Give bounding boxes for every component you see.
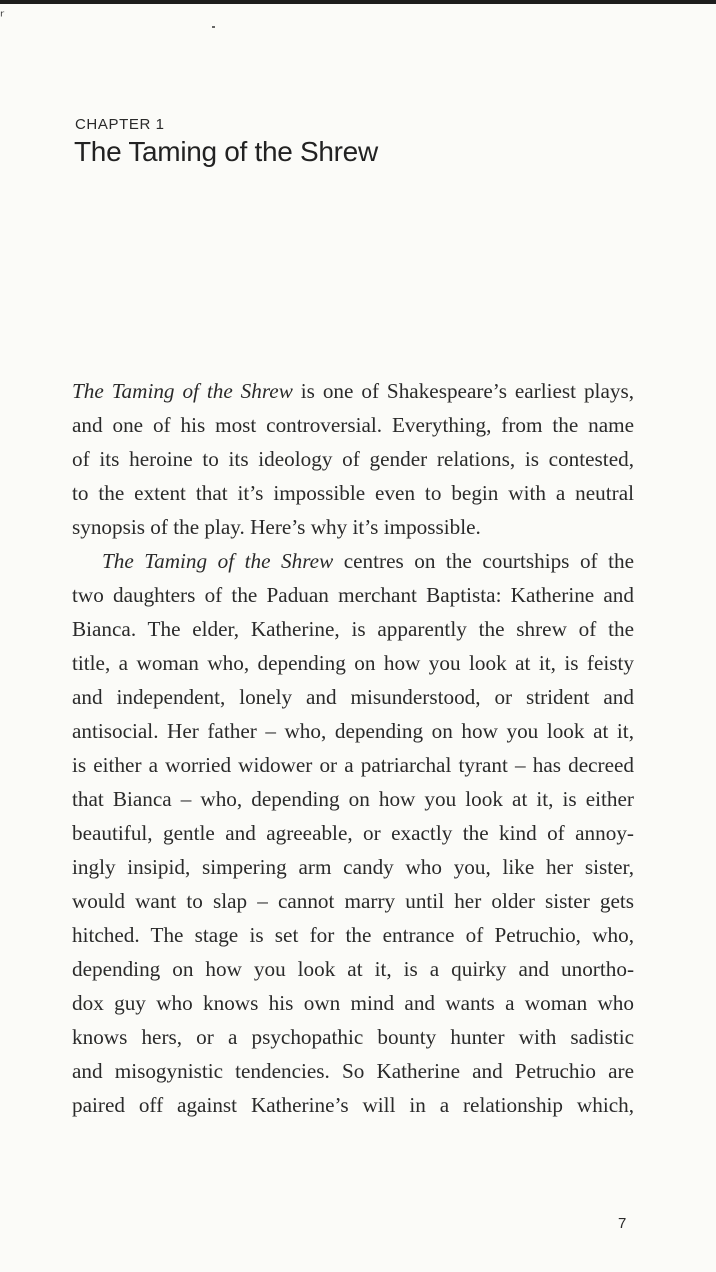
text-line: and independent, lonely and misunderstood, or strident and [72,685,634,709]
corner-mark: ʳ [0,7,5,26]
text-line: of its heroine to its ideology of gender relations, is contested, [72,447,634,471]
text-line: knows hers, or a psychopathic bounty hunter with sadistic [72,1025,634,1049]
text-line: The Taming of the Shrew is one of Shakespeare’s earliest plays, [72,379,634,403]
print-speck [212,26,215,28]
text-line: dox guy who knows his own mind and wants a woman who [72,991,634,1015]
text-line: hitched. The stage is set for the entrance of Petruchio, who, [72,923,634,947]
italic-title: The Taming of the Shrew [72,379,293,403]
text-line: paired off against Katherine’s will in a relationship which, [72,1093,634,1117]
text-line: that Bianca – who, depending on how you look at it, is either [72,787,634,811]
text-line: The Taming of the Shrew centres on the courtships of the [102,549,634,573]
chapter-label: CHAPTER 1 [75,116,165,133]
text-line: antisocial. Her father – who, depending on how you look at it, [72,719,634,743]
page-top-edge [0,0,716,4]
text-line: to the extent that it’s impossible even to begin with a neutral [72,481,634,505]
chapter-title: The Taming of the Shrew [74,136,378,167]
text-line: and misogynistic tendencies. So Katherine and Petruchio are [72,1059,634,1083]
text-line: would want to slap – cannot marry until her older sister gets [72,889,634,913]
text-line: beautiful, gentle and agreeable, or exactly the kind of annoy- [72,821,634,845]
page-number: 7 [618,1215,627,1232]
chapter-body [72,374,634,1122]
text-line: Bianca. The elder, Katherine, is apparently the shrew of the [72,617,634,641]
text-line: is either a worried widower or a patriarchal tyrant – has decreed [72,753,634,777]
text-line: and one of his most controversial. Everything, from the name [72,413,634,437]
text-line: synopsis of the play. Here’s why it’s impossible. [72,515,481,539]
text-line: depending on how you look at it, is a quirky and unortho- [72,957,634,981]
italic-title: The Taming of the Shrew [102,549,334,573]
text-line: title, a woman who, depending on how you look at it, is feisty [72,651,634,675]
text-line: ingly insipid, simpering arm candy who you, like her sister, [72,855,634,879]
text-line: two daughters of the Paduan merchant Baptista: Katherine and [72,583,634,607]
